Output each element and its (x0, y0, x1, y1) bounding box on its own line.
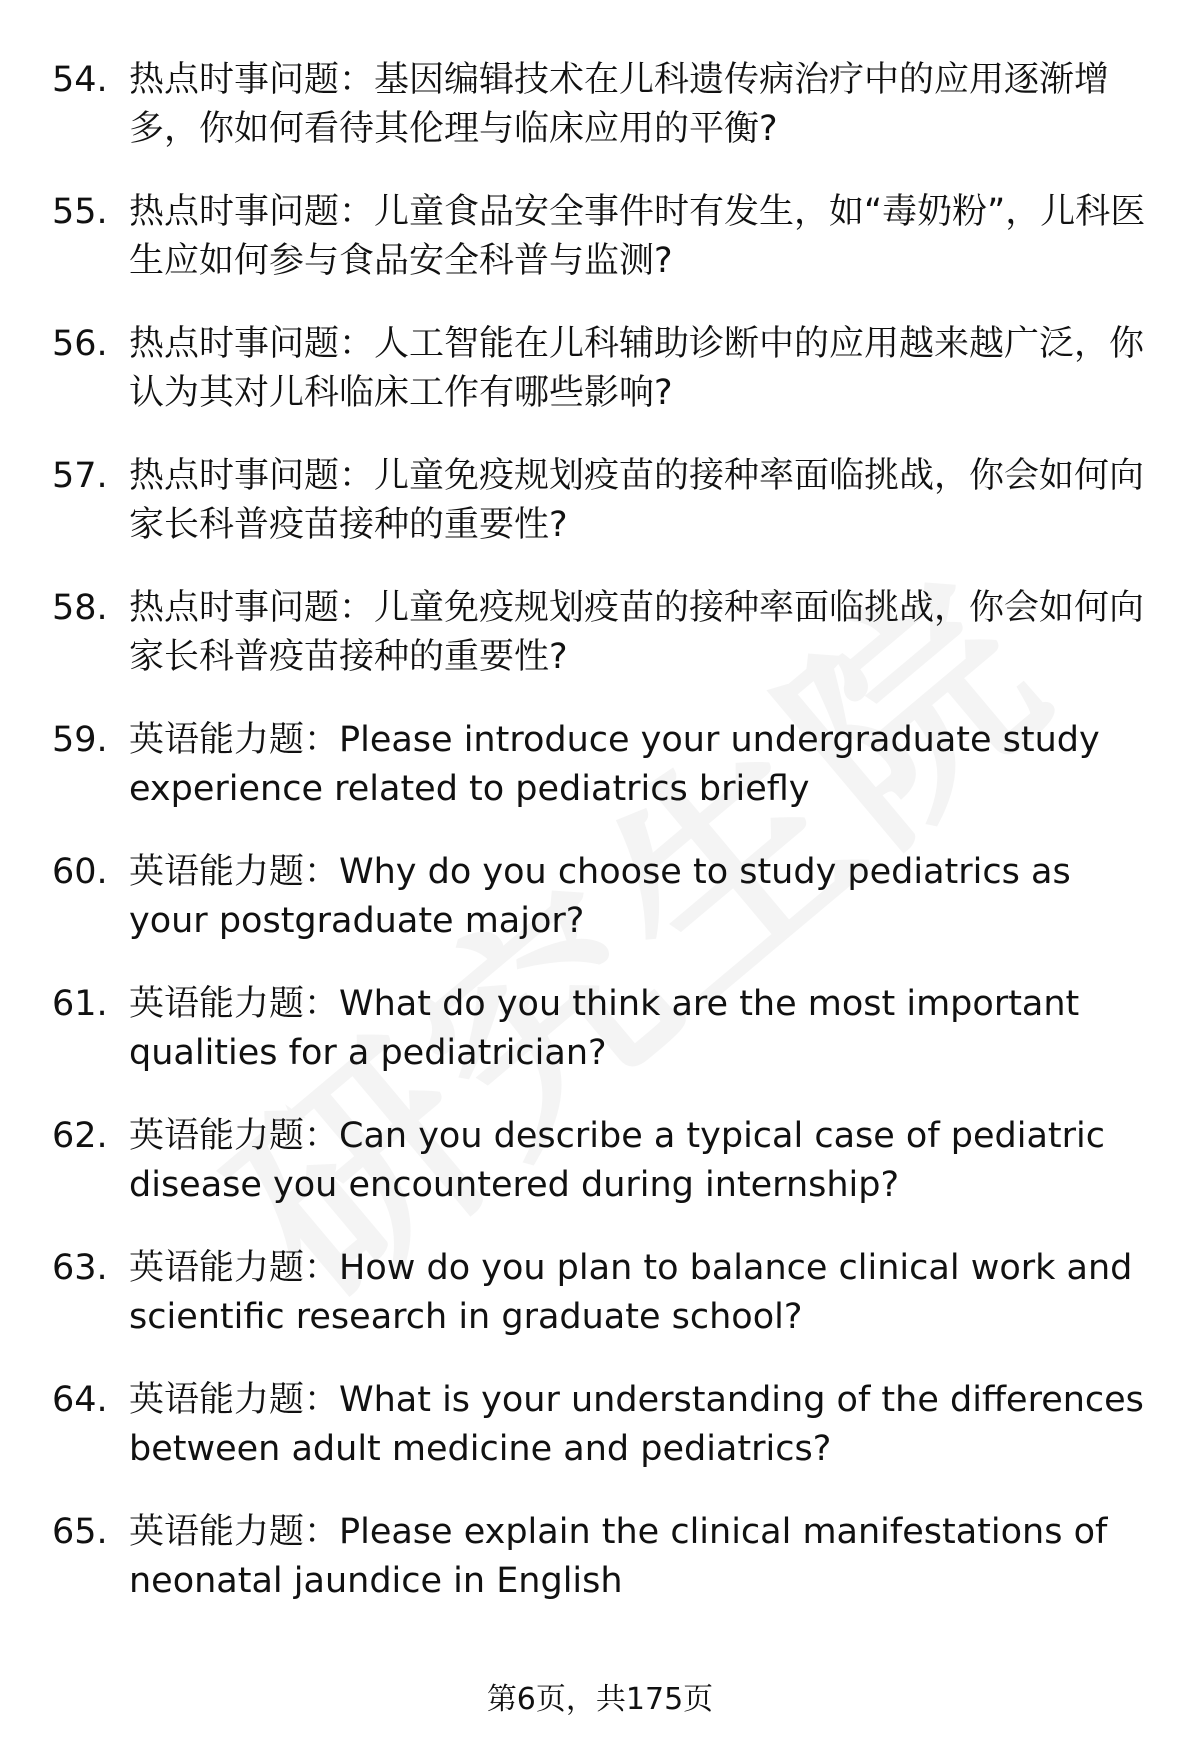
question-text: 英语能力题：Can you describe a typical case of pediatric disease you encountered during internship? (129, 1116, 1106, 1205)
question-text: 英语能力题：How do you plan to balance clinical work and scientific research in graduate school? (129, 1248, 1133, 1337)
question-text: 英语能力题：What is your understanding of the differences between adult medicine and pediatrics? (129, 1380, 1144, 1469)
question-number: 64. (52, 1380, 108, 1420)
list-item (52, 1508, 1162, 1640)
list-item (52, 716, 1162, 848)
list-item (52, 1244, 1162, 1376)
list-item (52, 188, 1162, 320)
question-text: 热点时事问题：儿童免疫规划疫苗的接种率面临挑战，你会如何向家长科普疫苗接种的重要性? (129, 588, 1145, 677)
question-text: 英语能力题：Please introduce your undergraduate study experience related to pediatrics briefly (129, 720, 1100, 809)
question-number: 54. (52, 60, 108, 100)
list-item (52, 848, 1162, 980)
list-item (52, 1112, 1162, 1244)
list-item (52, 1376, 1162, 1508)
question-text: 英语能力题：Please explain the clinical manifestations of neonatal jaundice in English (129, 1512, 1108, 1601)
list-item (52, 980, 1162, 1112)
question-number: 57. (52, 456, 108, 496)
question-number: 62. (52, 1116, 108, 1156)
question-text: 热点时事问题：儿童食品安全事件时有发生，如“毒奶粉”，儿科医生应如何参与食品安全科普与监测? (129, 192, 1146, 281)
question-list (52, 56, 1162, 1640)
question-number: 55. (52, 192, 108, 232)
question-number: 59. (52, 720, 108, 760)
list-item (52, 320, 1162, 452)
question-number: 58. (52, 588, 108, 628)
question-text: 热点时事问题：儿童免疫规划疫苗的接种率面临挑战，你会如何向家长科普疫苗接种的重要性? (129, 456, 1145, 545)
question-text: 英语能力题：Why do you choose to study pediatrics as your postgraduate major? (129, 852, 1071, 941)
list-item (52, 584, 1162, 716)
list-item (52, 452, 1162, 584)
list-item (52, 56, 1162, 188)
question-text: 热点时事问题：人工智能在儿科辅助诊断中的应用越来越广泛，你认为其对儿科临床工作有哪些影响? (129, 324, 1145, 413)
question-number: 65. (52, 1512, 108, 1552)
question-text: 英语能力题：What do you think are the most important qualities for a pediatrician? (129, 984, 1080, 1073)
question-text: 热点时事问题：基因编辑技术在儿科遗传病治疗中的应用逐渐增多，你如何看待其伦理与临床应用的平衡? (129, 60, 1110, 149)
question-number: 60. (52, 852, 108, 892)
question-number: 61. (52, 984, 108, 1024)
question-number: 63. (52, 1248, 108, 1288)
page-footer: 第6页，共175页 (486, 1682, 714, 1717)
question-number: 56. (52, 324, 108, 364)
